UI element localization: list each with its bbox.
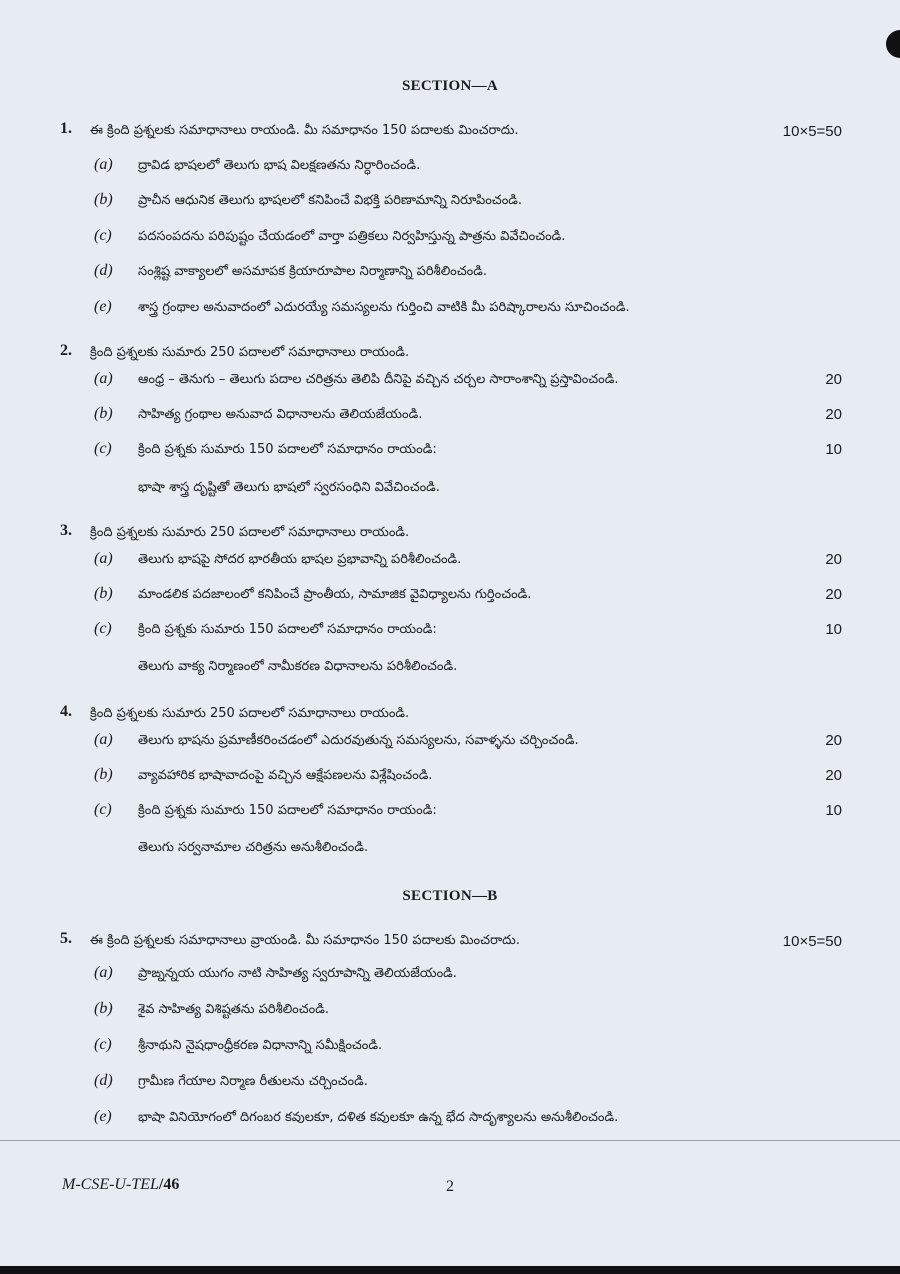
- part-label: (c): [94, 620, 112, 637]
- part-text: క్రింది ప్రశ్నకు సుమారు 150 పదాలలో సమాధానం రాయండి:: [138, 622, 437, 637]
- part-marks: 10: [825, 802, 842, 819]
- part-marks: 20: [825, 767, 842, 784]
- part-marks: 20: [825, 371, 842, 388]
- part-label: (a): [94, 964, 113, 981]
- part-label: (b): [94, 766, 113, 783]
- part-label: (c): [94, 440, 112, 457]
- part-text: సంశ్లిష్ట వాక్యాలలో అసమాపక క్రియారూపాల నిర్మాణాన్ని పరిశీలించండి.: [138, 264, 487, 279]
- question-number: 1.: [60, 120, 72, 137]
- part-label: (b): [94, 405, 113, 422]
- part-label: (d): [94, 262, 113, 279]
- part-label: (c): [94, 801, 112, 818]
- part-text: వ్యావహారిక భాషావాదంపై వచ్చిన ఆక్షేపణలను విశ్లేషించండి.: [138, 768, 433, 783]
- part-label: (d): [94, 1072, 113, 1089]
- part-text: గ్రామీణ గేయాల నిర్మాణ రీతులను చర్చించండి.: [138, 1074, 368, 1089]
- question-marks: 10×5=50: [782, 933, 842, 950]
- part-label: (c): [94, 1036, 112, 1053]
- part-marks: 20: [825, 586, 842, 603]
- part-label: (b): [94, 1000, 113, 1017]
- part-text: సాహిత్య గ్రంథాల అనువాద విధానాలను తెలియజేయండి.: [138, 407, 423, 422]
- sub-question-text: భాషా శాస్త్ర దృష్టితో తెలుగు భాషలో స్వరసంధిని వివేచించండి.: [138, 480, 440, 495]
- question-text: క్రింది ప్రశ్నలకు సుమారు 250 పదాలలో సమాధానాలు రాయండి.: [90, 525, 410, 540]
- question-text: ఈ క్రింది ప్రశ్నలకు సమాధానాలు రాయండి. మీ సమాధానం 150 పదాలకు మించరాదు.: [90, 123, 519, 138]
- part-text: శ్రీనాథుని నైషధాంధ్రీకరణ విధానాన్ని సమీక్షించండి.: [138, 1038, 383, 1053]
- question-text: ఈ క్రింది ప్రశ్నలకు సమాధానాలు వ్రాయండి. మీ సమాధానం 150 పదాలకు మించరాదు.: [90, 933, 520, 948]
- page-number: 2: [446, 1178, 454, 1195]
- part-text: శాస్త్ర గ్రంథాల అనువాదంలో ఎదురయ్యే సమస్యలను గుర్తించి వాటికి మీ పరిష్కారాలను సూచించండి.: [138, 300, 630, 315]
- part-text: ప్రాచీన ఆధునిక తెలుగు భాషలలో కనిపించే విభక్తి పరిణామాన్ని నిరూపించండి.: [138, 193, 523, 208]
- part-text: తెలుగు భాషపై సోదర భారతీయ భాషల ప్రభావాన్ని పరిశీలించండి.: [138, 552, 462, 567]
- part-label: (a): [94, 370, 113, 387]
- registration-mark: [886, 30, 900, 58]
- part-marks: 10: [825, 441, 842, 458]
- part-text: మాండలిక పదజాలంలో కనిపించే ప్రాంతీయ, సామాజిక వైవిధ్యాలను గుర్తించండి.: [138, 587, 532, 602]
- section-b-title: SECTION—B: [402, 888, 498, 904]
- part-label: (b): [94, 585, 113, 602]
- part-label: (a): [94, 156, 113, 173]
- sub-question-text: తెలుగు సర్వనామాల చరిత్రను అనుశీలించండి.: [138, 840, 369, 855]
- part-label: (c): [94, 227, 112, 244]
- question-number: 2.: [60, 342, 72, 359]
- question-text: క్రింది ప్రశ్నలకు సుమారు 250 పదాలలో సమాధానాలు రాయండి.: [90, 706, 410, 721]
- paper-code-number: /46: [158, 1176, 180, 1193]
- part-text: ఆంధ్ర – తెనుగు – తెలుగు పదాల చరిత్రను తెలిపి దీనిపై వచ్చిన చర్చల సారాంశాన్ని ప్రస్తావించండి.: [138, 372, 619, 387]
- question-marks: 10×5=50: [782, 123, 842, 140]
- part-label: (a): [94, 550, 113, 567]
- part-text: శైవ సాహిత్య విశిష్టతను పరిశీలించండి.: [138, 1002, 329, 1017]
- part-label: (b): [94, 191, 113, 208]
- part-text: క్రింది ప్రశ్నకు సుమారు 150 పదాలలో సమాధానం రాయండి:: [138, 803, 437, 818]
- part-label: (e): [94, 1108, 112, 1125]
- footer-divider: [0, 1140, 900, 1141]
- section-a-title: SECTION—A: [401, 78, 499, 94]
- part-text: క్రింది ప్రశ్నకు సుమారు 150 పదాలలో సమాధానం రాయండి:: [138, 442, 437, 457]
- part-text: ద్రావిడ భాషలలో తెలుగు భాష విలక్షణతను నిర్ధారించండి.: [138, 158, 421, 173]
- sub-question-text: తెలుగు వాక్య నిర్మాణంలో నామీకరణ విధానాలను పరిశీలించండి.: [138, 659, 458, 674]
- part-marks: 10: [825, 621, 842, 638]
- question-number: 5.: [60, 930, 72, 947]
- part-label: (e): [94, 298, 112, 315]
- paper-code-text: M-CSE-U-TEL: [62, 1176, 159, 1193]
- part-text: తెలుగు భాషను ప్రమాణీకరించడంలో ఎదురవుతున్న సమస్యలను, సవాళ్ళను చర్చించండి.: [138, 733, 579, 748]
- part-marks: 20: [825, 406, 842, 423]
- part-marks: 20: [825, 732, 842, 749]
- part-label: (a): [94, 731, 113, 748]
- question-text: క్రింది ప్రశ్నలకు సుమారు 250 పదాలలో సమాధానాలు రాయండి.: [90, 345, 410, 360]
- question-number: 3.: [60, 522, 72, 539]
- scan-edge: [0, 1266, 900, 1274]
- part-text: ప్రాఙ్నన్నయ యుగం నాటి సాహిత్య స్వరూపాన్ని తెలియజేయండి.: [138, 966, 457, 981]
- part-marks: 20: [825, 551, 842, 568]
- part-text: భాషా వినియోగంలో దిగంబర కవులకూ, దళిత కవులకూ ఉన్న భేద సాదృశ్యాలను అనుశీలించండి.: [138, 1110, 619, 1125]
- question-number: 4.: [60, 703, 72, 720]
- part-text: పదసంపదను పరిపుష్టం చేయడంలో వార్తా పత్రికలు నిర్వహిస్తున్న పాత్రను వివేచించండి.: [138, 229, 566, 244]
